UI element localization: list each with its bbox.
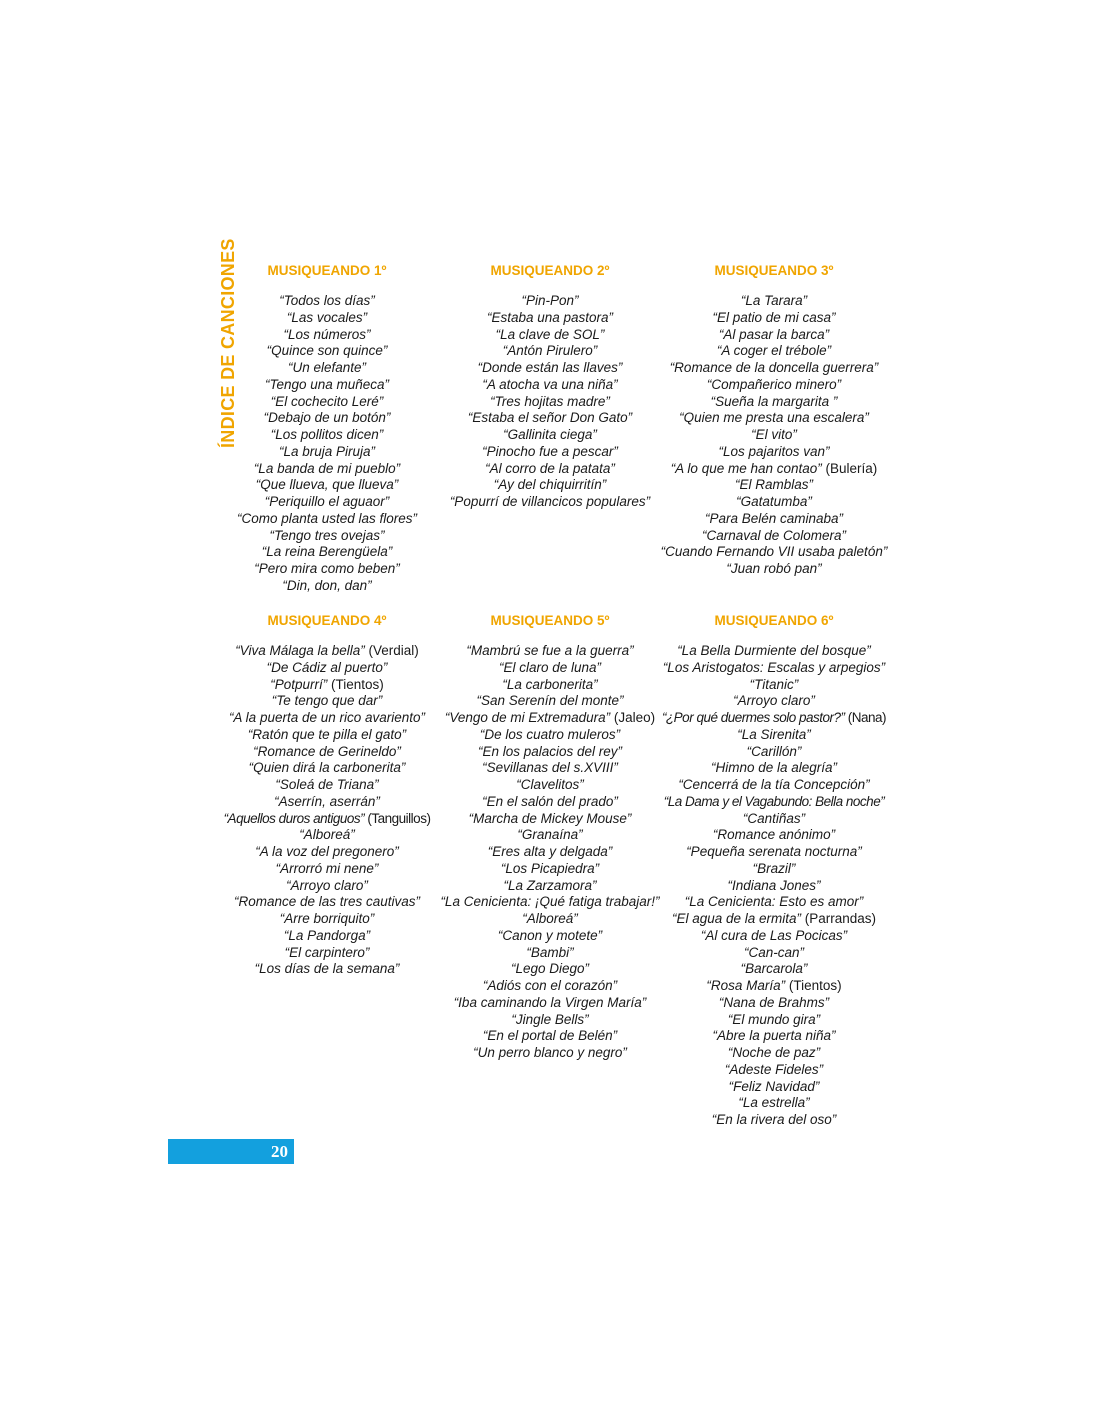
song-title: “Gallinita ciega” <box>503 427 597 442</box>
section-title: MUSIQUEANDO 1º <box>267 263 387 278</box>
song-title: “Tengo una muñeca” <box>264 376 390 392</box>
song-item <box>430 760 670 777</box>
song-item <box>430 861 670 878</box>
song-title: “Can-can” <box>743 944 805 960</box>
song-style: (Bulería) <box>821 460 878 476</box>
song-title: “Al corro de la patata” <box>485 460 615 476</box>
song-title: “Romance de las tres cautivas” <box>233 894 421 910</box>
song-title: “Arroyo claro” <box>733 693 815 709</box>
song-title: “Pin-Pon” <box>521 293 579 308</box>
song-item <box>430 461 670 478</box>
song-title: “Indiana Jones” <box>727 877 821 893</box>
song-title: “Feliz Navidad” <box>728 1078 820 1094</box>
song-title: “El agua de la ermita” <box>671 911 802 926</box>
song-item <box>430 293 670 310</box>
song-style: (Verdial) <box>364 643 419 658</box>
song-item <box>430 978 670 995</box>
song-title: “Marcha de Mickey Mouse” <box>468 810 632 826</box>
song-item <box>654 710 894 727</box>
song-item <box>430 310 670 327</box>
song-item <box>207 394 447 411</box>
song-title: “Las vocales” <box>286 309 368 325</box>
song-title: “La Sirenita” <box>737 726 811 742</box>
song-item <box>654 727 894 744</box>
song-title: “El patio de mi casa” <box>712 309 836 325</box>
song-title: “Arre borriquito” <box>279 911 375 926</box>
section-title: MUSIQUEANDO 2º <box>490 263 610 278</box>
song-item <box>654 343 894 360</box>
song-item <box>654 844 894 861</box>
song-item <box>430 844 670 861</box>
song-item <box>430 477 670 494</box>
song-title: “Cuando Fernando VII usaba paletón” <box>660 544 888 560</box>
song-item <box>430 444 670 461</box>
song-item <box>207 744 447 761</box>
song-item <box>207 561 447 578</box>
song-list <box>207 293 447 595</box>
song-title: “¿Por qué duermes solo pastor?” <box>661 710 845 725</box>
song-item <box>654 827 894 844</box>
song-title: “En la rivera del oso” <box>711 1112 837 1127</box>
song-item <box>207 928 447 945</box>
song-title: “La Zarzamora” <box>503 877 597 893</box>
song-title: “Tengo tres ovejas” <box>269 527 385 543</box>
song-item <box>207 293 447 310</box>
song-title: “Donde están las llaves” <box>477 360 623 375</box>
song-title: “San Serenín del monte” <box>476 693 624 709</box>
song-title: “Abre la puerta niña” <box>712 1028 836 1044</box>
song-item <box>207 310 447 327</box>
song-title: “En el portal de Belén” <box>482 1028 618 1044</box>
song-title: “Lego Diego” <box>510 961 590 977</box>
song-item <box>654 995 894 1012</box>
song-item <box>207 660 447 677</box>
song-item <box>430 710 670 727</box>
song-title: “El Ramblas” <box>734 477 813 493</box>
song-title: “La Bella Durmiente del bosque” <box>677 643 871 658</box>
song-item <box>654 293 894 310</box>
song-title: “Todos los días” <box>279 293 375 308</box>
song-title: “Los Picapiedra” <box>500 860 600 876</box>
song-title: “La Tarara” <box>740 293 808 308</box>
index-title: ÍNDICE DE CANCIONES <box>218 238 238 448</box>
song-item <box>207 693 447 710</box>
song-title: “La carbonerita” <box>502 676 598 692</box>
song-title: “Pequeña serenata nocturna” <box>686 844 862 859</box>
song-item <box>654 794 894 811</box>
song-title: “Canon y motete” <box>497 927 603 943</box>
song-item <box>430 643 670 660</box>
song-list <box>207 643 447 978</box>
song-item <box>654 744 894 761</box>
song-title: “Los pajaritos van” <box>718 443 830 459</box>
song-title: “Estaba una pastora” <box>486 309 614 325</box>
song-item <box>654 377 894 394</box>
song-title: “La Pandorga” <box>283 927 371 943</box>
song-title: “La Cenicienta: ¡Qué fatiga trabajar!” <box>440 894 660 910</box>
song-title: “La Dama y el Vagabundo: Bella noche” <box>663 793 885 809</box>
song-item <box>654 410 894 427</box>
song-title: “Viva Málaga la bella” <box>235 643 365 658</box>
song-list <box>430 643 670 1062</box>
section-musiqueando-4 <box>207 610 447 978</box>
song-item <box>654 1012 894 1029</box>
song-item <box>207 811 447 828</box>
song-item <box>654 978 894 995</box>
song-title: “La Cenicienta: Esto es amor” <box>684 894 864 910</box>
song-item <box>654 1095 894 1112</box>
song-title: “Quien dirá la carbonerita” <box>248 760 406 776</box>
song-title: “Bambi” <box>526 944 574 960</box>
song-style: (Tientos) <box>785 978 842 993</box>
song-item <box>654 1028 894 1045</box>
song-title: “Los días de la semana” <box>254 961 400 977</box>
song-item <box>654 477 894 494</box>
song-item <box>430 945 670 962</box>
song-title: “Los números” <box>283 326 371 342</box>
song-item <box>207 727 447 744</box>
song-item <box>430 360 670 377</box>
song-item <box>654 811 894 828</box>
song-item <box>654 894 894 911</box>
song-style: (Parrandas) <box>801 911 877 926</box>
song-item <box>430 410 670 427</box>
song-item <box>207 477 447 494</box>
song-title: “Te tengo que dar” <box>271 693 383 709</box>
song-item <box>430 1012 670 1029</box>
song-item <box>654 561 894 578</box>
song-title: “Rosa María” <box>706 978 786 993</box>
song-item <box>654 945 894 962</box>
song-title: “El vito” <box>751 427 797 442</box>
song-title: “Que llueva, que llueva” <box>255 477 399 493</box>
song-title: “Carillón” <box>746 743 802 759</box>
song-item <box>430 427 670 444</box>
song-title: “Nana de Brahms” <box>718 994 830 1010</box>
song-item <box>207 494 447 511</box>
song-title: “Adiós con el corazón” <box>482 978 618 993</box>
song-title: “A la puerta de un rico avariento” <box>228 710 426 725</box>
song-title: “Antón Pirulero” <box>502 343 598 359</box>
song-title: “Al cura de Las Pocicas” <box>700 927 848 943</box>
section-title: MUSIQUEANDO 4º <box>267 613 387 628</box>
song-title: “Los pollitos dicen” <box>270 427 384 442</box>
song-title: “Arrorró mi nene” <box>275 860 379 876</box>
song-item <box>430 777 670 794</box>
song-title: “Cantiñas” <box>742 810 806 826</box>
song-title: “A la voz del pregonero” <box>255 844 399 859</box>
song-title: “Sevillanas del s.XVIII” <box>482 760 618 776</box>
song-item <box>430 660 670 677</box>
song-item <box>207 677 447 694</box>
song-title: “Compañerico minero” <box>706 376 842 392</box>
song-item <box>207 360 447 377</box>
song-title: “El claro de luna” <box>498 659 602 675</box>
section-musiqueando-5 <box>430 610 670 1062</box>
section-title: MUSIQUEANDO 3º <box>714 263 834 278</box>
song-item <box>430 911 670 928</box>
song-item <box>654 1045 894 1062</box>
song-item <box>430 377 670 394</box>
song-item <box>207 444 447 461</box>
song-item <box>430 744 670 761</box>
song-title: “Popurrí de villancicos populares” <box>449 494 651 509</box>
song-title: “De Cádiz al puerto” <box>266 659 388 675</box>
song-item <box>654 693 894 710</box>
song-item <box>654 394 894 411</box>
song-title: “El carpintero” <box>284 944 370 960</box>
song-item <box>207 760 447 777</box>
song-item <box>654 961 894 978</box>
song-item <box>430 394 670 411</box>
song-title: “Soleá de Triana” <box>275 777 379 792</box>
song-title: “Un perro blanco y negro” <box>473 1045 627 1060</box>
song-list <box>654 643 894 1129</box>
song-item <box>207 343 447 360</box>
song-item <box>430 727 670 744</box>
song-title: “Para Belén caminaba” <box>704 510 844 526</box>
song-item <box>654 494 894 511</box>
song-item <box>207 544 447 561</box>
song-item <box>430 677 670 694</box>
song-item <box>207 961 447 978</box>
song-item <box>207 777 447 794</box>
song-item <box>207 528 447 545</box>
song-item <box>654 760 894 777</box>
song-title: “Al pasar la barca” <box>718 326 830 342</box>
song-title: “Periquillo el aguaor” <box>264 494 390 509</box>
song-title: “Ratón que te pilla el gato” <box>247 726 407 742</box>
song-title: “El cochecito Leré” <box>270 393 384 409</box>
song-title: “Cencerrá de la tía Concepción” <box>678 777 870 792</box>
section-musiqueando-1 <box>207 238 447 595</box>
page-number-badge <box>168 1139 294 1164</box>
song-title: “Juan robó pan” <box>726 561 822 576</box>
song-item <box>207 945 447 962</box>
section-musiqueando-3 <box>654 260 894 578</box>
song-item <box>430 1028 670 1045</box>
song-item <box>430 961 670 978</box>
song-title: “Pero mira como beben” <box>254 561 400 576</box>
song-item <box>654 544 894 561</box>
section-title: MUSIQUEANDO 5º <box>490 613 610 628</box>
song-title: “En los palacios del rey” <box>477 743 623 759</box>
song-item <box>654 528 894 545</box>
song-item <box>654 1112 894 1129</box>
song-title: “Jingle Bells” <box>511 1011 589 1027</box>
song-item <box>207 844 447 861</box>
song-title: “La estrella” <box>738 1095 810 1111</box>
song-style: (Tanguillos) <box>364 810 431 826</box>
song-title: “Como planta usted las flores” <box>236 510 418 526</box>
song-item <box>654 911 894 928</box>
song-list <box>430 293 670 511</box>
song-item <box>207 861 447 878</box>
song-list <box>654 293 894 578</box>
song-title: “Brazil” <box>752 860 796 876</box>
song-title: “Mambrú se fue a la guerra” <box>466 643 634 658</box>
song-item <box>654 461 894 478</box>
song-item <box>207 894 447 911</box>
song-title: “Alboreá” <box>522 911 578 926</box>
section-musiqueando-2 <box>430 260 670 511</box>
song-title: “La clave de SOL” <box>495 326 605 342</box>
song-title: “El mundo gira” <box>727 1011 821 1027</box>
song-title: “La reina Berengüela” <box>261 544 393 560</box>
song-item <box>207 911 447 928</box>
song-item <box>654 777 894 794</box>
song-item <box>654 511 894 528</box>
song-item <box>430 343 670 360</box>
song-item <box>207 578 447 595</box>
song-item <box>207 827 447 844</box>
song-item <box>207 461 447 478</box>
song-item <box>654 327 894 344</box>
song-title: “Romance anónimo” <box>712 827 836 843</box>
song-title: “Iba caminando la Virgen María” <box>453 994 647 1010</box>
song-item <box>207 511 447 528</box>
section-musiqueando-6 <box>654 610 894 1129</box>
song-item <box>654 444 894 461</box>
song-item <box>430 928 670 945</box>
song-item <box>207 410 447 427</box>
song-title: “A atocha va una niña” <box>482 376 618 392</box>
song-title: “Granaína” <box>517 827 583 843</box>
song-title: “Barcarola” <box>740 961 808 977</box>
song-title: “La bruja Piruja” <box>278 443 376 459</box>
song-item <box>430 693 670 710</box>
song-item <box>430 811 670 828</box>
song-title: “Tres hojitas madre” <box>490 393 610 409</box>
page-number: 20 <box>271 1142 288 1161</box>
song-title: “Arroyo claro” <box>286 877 368 893</box>
song-title: “Quien me presta una escalera” <box>679 410 869 426</box>
song-item <box>654 310 894 327</box>
song-item <box>654 1062 894 1079</box>
song-item <box>430 878 670 895</box>
song-item <box>654 427 894 444</box>
song-item <box>654 878 894 895</box>
song-item <box>430 327 670 344</box>
song-item <box>654 1079 894 1096</box>
song-title: “Potpurrí” <box>270 676 328 692</box>
song-title: “Titanic” <box>749 676 799 692</box>
song-title: “Eres alta y delgada” <box>487 844 613 859</box>
song-item <box>207 427 447 444</box>
song-title: “La banda de mi pueblo” <box>253 460 401 476</box>
song-title: “Debajo de un botón” <box>263 410 391 426</box>
song-item <box>207 794 447 811</box>
song-title: “A lo que me han contao” <box>670 460 822 476</box>
song-item <box>654 360 894 377</box>
song-item <box>654 660 894 677</box>
song-title: “Estaba el señor Don Gato” <box>467 410 633 426</box>
song-item <box>430 794 670 811</box>
song-title: “Un elefante” <box>287 360 367 375</box>
song-item <box>430 827 670 844</box>
song-style: (Jaleo) <box>610 710 656 725</box>
song-style: (Nana) <box>844 710 887 725</box>
song-item <box>430 894 670 911</box>
song-title: “Vengo de mi Extremadura” <box>444 710 611 725</box>
song-item <box>207 710 447 727</box>
song-item <box>654 677 894 694</box>
song-item <box>207 878 447 895</box>
song-title: “Ay del chiquirritín” <box>493 477 607 493</box>
song-item <box>430 995 670 1012</box>
song-title: “Pinocho fue a pescar” <box>482 443 618 459</box>
song-title: “Romance de la doncella guerrera” <box>669 360 879 375</box>
song-title: “Quince son quince” <box>266 343 388 359</box>
song-title: “Clavelitos” <box>516 777 584 792</box>
song-title: “Noche de paz” <box>727 1045 821 1060</box>
section-title: MUSIQUEANDO 6º <box>714 613 834 628</box>
song-item <box>654 861 894 878</box>
song-title: “A coger el trébole” <box>716 343 832 359</box>
song-item <box>207 327 447 344</box>
song-item <box>430 494 670 511</box>
song-item <box>430 1045 670 1062</box>
song-title: “Sueña la margarita ” <box>710 393 838 409</box>
song-item <box>207 643 447 660</box>
song-title: “Aquellos duros antiguos” <box>223 810 365 826</box>
song-title: “Himno de la alegría” <box>710 760 838 776</box>
song-item <box>207 377 447 394</box>
song-title: “Adeste Fideles” <box>724 1061 824 1077</box>
song-title: “Alboreá” <box>299 827 355 843</box>
song-item <box>654 928 894 945</box>
song-title: “De los cuatro muleros” <box>479 726 621 742</box>
song-title: “Romance de Gerineldo” <box>253 743 401 759</box>
song-title: “Din, don, dan” <box>282 577 372 593</box>
song-title: “Aserrín, aserrán” <box>274 793 380 809</box>
song-title: “Gatatumba” <box>736 494 812 509</box>
song-title: “Los Aristogatos: Escalas y arpegios” <box>662 659 886 675</box>
song-title: “En el salón del prado” <box>482 793 618 809</box>
song-item <box>654 643 894 660</box>
song-style: (Tientos) <box>327 676 384 692</box>
song-title: “Carnaval de Colomera” <box>701 527 847 543</box>
